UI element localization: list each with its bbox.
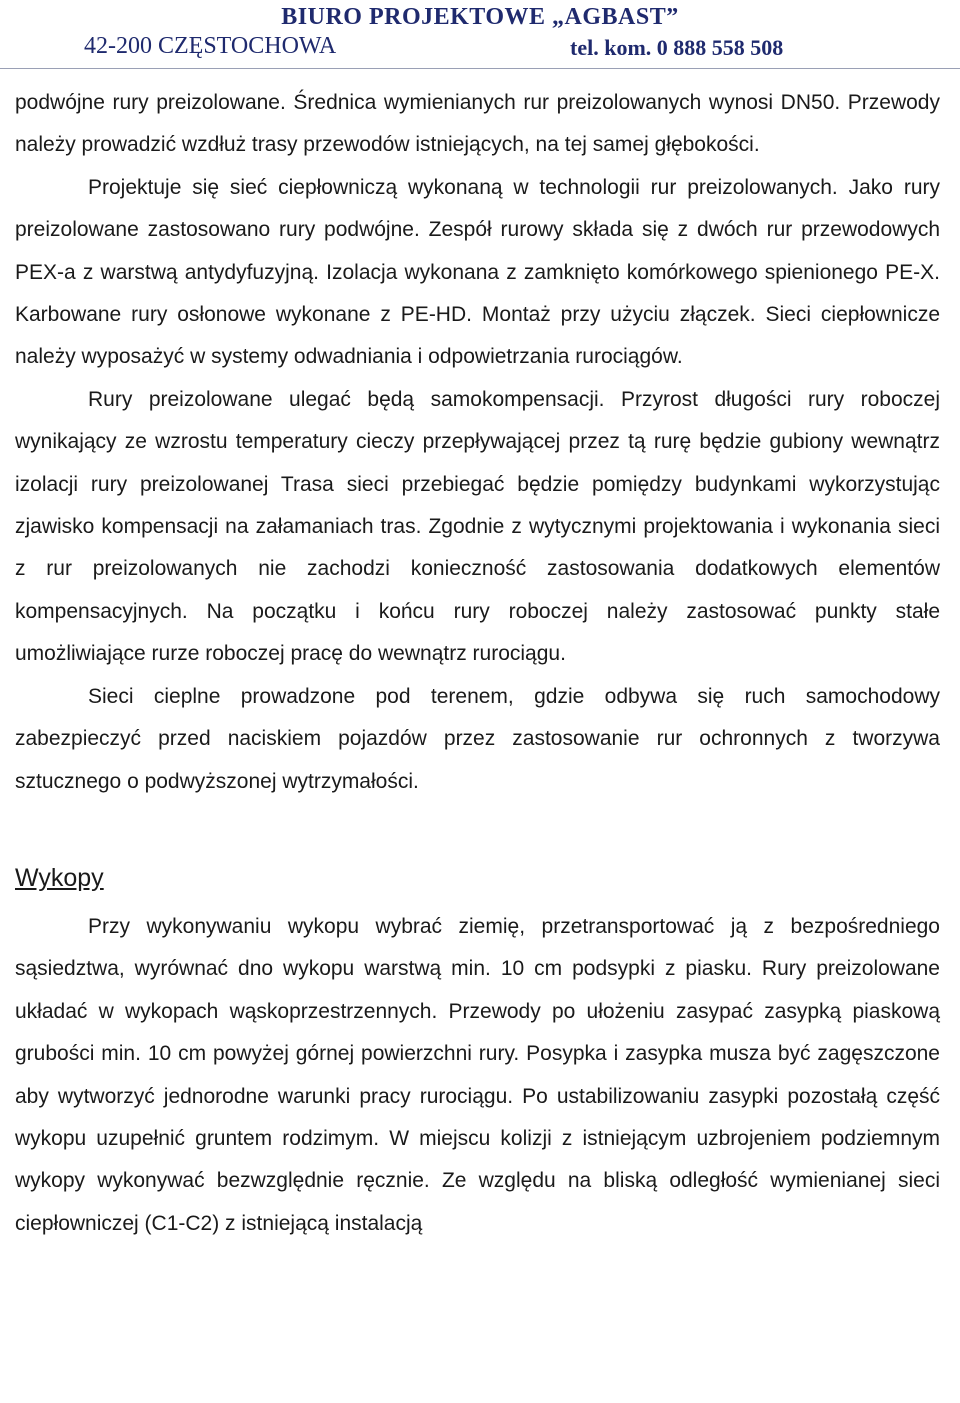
page-header	[0, 0, 960, 70]
document-body	[15, 82, 940, 1245]
paragraph-self-compensation: Rury preizolowane ulegać będą samokompensacji. Przyrost długości rury roboczej wynikający ze wzrostu temperatury cieczy przepływającej przez tą rurę będzie gubiony wewnątrz izolacji rury preizolowanej Trasa sieci przebiegać będzie pomiędzy budynkami wykorzystując zjawisko kompensacji na załamaniach tras. Zgodnie z wytycznymi projektowania i wykonania sieci z rur preizolowanych nie zachodzi konieczność zastosowania dodatkowych elementów kompensacyjnych. Na początku i końcu rury roboczej należy zastosować punkty stałe umożliwiające rurze roboczej pracę do wewnątrz rurociągu.	[15, 387, 940, 666]
section-heading-wykopy: Wykopy	[15, 863, 104, 892]
paragraph-protective-pipes: Sieci cieplne prowadzone pod terenem, gdzie odbywa się ruch samochodowy zabezpieczyć przed naciskiem pojazdów przez zastosowanie rur ochronnych z tworzywa sztucznego o podwyższonej wytrzymałości.	[15, 684, 940, 793]
paragraph-excavation: Przy wykonywaniu wykopu wybrać ziemię, przetransportować ją z bezpośredniego sąsiedztwa, wyrównać dno wykopu warstwą min. 10 cm podsypki z piasku. Rury preizolowane układać w wykopach wąskoprzestrzennych. Przewody po ułożeniu zasypać zasypką piaskową grubości min. 10 cm powyżej górnej powierzchni rury. Posypka i zasypka musza być zagęszczone aby wytworzyć jednorodne warunki pracy rurociągu. Po ustabilizowaniu zasypki pozostałą część wykopu uzupełnić gruntem rodzimym. W miejscu kolizji z istniejącym uzbrojeniem podziemnym wykopy wykonywać bezwzględnie ręcznie. Ze względu na bliską odległość wymienianej sieci ciepłowniczej (C1-C2) z istniejącą instalacją	[15, 914, 940, 1235]
company-city: 42-200 CZĘSTOCHOWA	[84, 33, 337, 59]
paragraph-heating-network: Projektuje się sieć ciepłowniczą wykonaną w technologii rur preizolowanych. Jako rury preizolowane zastosowano rury podwójne. Zespół rurowy składa się z dwóch rur przewodowych PEX-a z warstwą antydyfuzyjną. Izolacja wykonana z zamknięto komórkowego spienionego PE-X. Karbowane rury osłonowe wykonane z PE-HD. Montaż przy użyciu złączek. Sieci ciepłownicze należy wyposażyć w systemy odwadniania i odpowietrzania rurociągów.	[15, 175, 940, 369]
header-divider	[0, 68, 960, 69]
company-name: BIURO PROJEKTOWE „AGBAST”	[281, 4, 679, 30]
paragraph-pipes-continuation: podwójne rury preizolowane. Średnica wymienianych rur preizolowanych wynosi DN50. Przewody należy prowadzić wzdłuż trasy przewodów istniejących, na tej samej głębokości.	[15, 91, 940, 157]
company-phone: tel. kom. 0 888 558 508	[570, 35, 784, 60]
